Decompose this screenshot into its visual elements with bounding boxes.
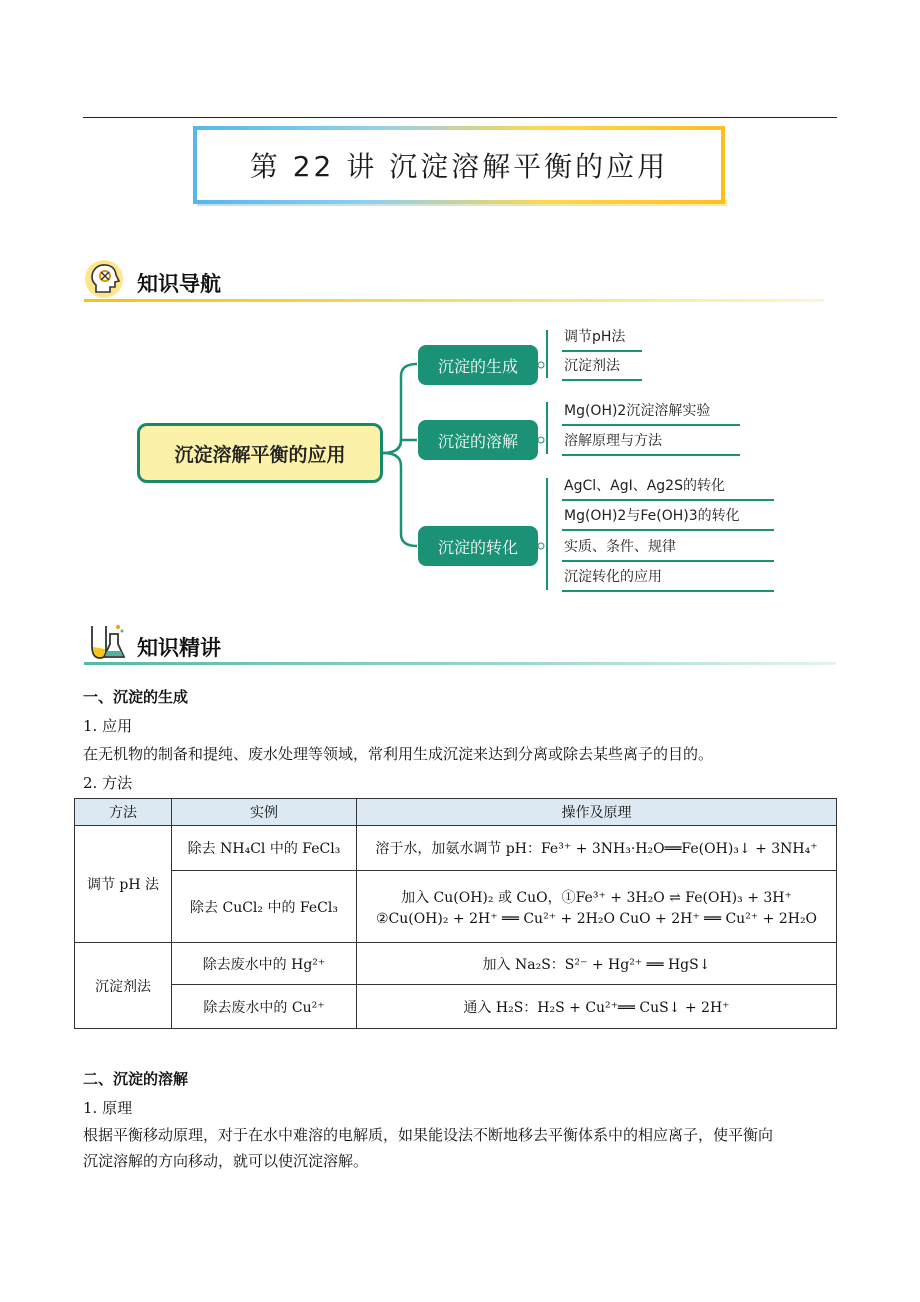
title-box [193,126,725,204]
table-row [75,985,837,1029]
page-title: 第 22 讲 沉淀溶解平衡的应用 [249,150,669,183]
table-cell-principle: 加入 Na₂S：S²⁻ + Hg²⁺ ══ HgS↓ [357,943,837,985]
part2-para1-line1: 根据平衡移动原理，对于在水中难溶的电解质，如果能设法不断地移去平衡体系中的相应离子，使平衡向 [83,1126,774,1144]
mindmap-leaf: AgCl、AgI、Ag2S的转化 [562,476,774,501]
table-row [75,943,837,985]
mindmap-leaf: Mg(OH)2与Fe(OH)3的转化 [562,506,774,531]
section-lecture-title: 知识精讲 [137,636,221,660]
flask-icon [84,620,126,662]
table-header: 方法 [75,799,172,826]
table-cell-principle [357,871,837,943]
mindmap-leaf: 实质、条件、规律 [562,537,774,562]
table-row [75,871,837,943]
mindmap-leaf: 沉淀转化的应用 [562,567,774,592]
part2-sub1: 1. 原理 [83,1099,133,1117]
mindmap-leaf: Mg(OH)2沉淀溶解实验 [562,401,740,426]
table-cell-method: 调节 pH 法 [75,826,172,943]
table-header: 实例 [172,799,357,826]
part1-sub1: 1. 应用 [83,717,133,735]
part1-heading: 一、沉淀的生成 [83,688,189,706]
table-cell-example: 除去废水中的 Cu²⁺ [172,985,357,1029]
mindmap-leaf: 溶解原理与方法 [562,431,740,456]
part2-heading: 二、沉淀的溶解 [83,1070,189,1088]
part2-para1-line2: 沉淀溶解的方向移动，就可以使沉淀溶解。 [83,1152,369,1170]
mindmap-bracket-3 [546,478,548,590]
section-nav-underline [84,299,824,302]
mindmap-root-label: 沉淀溶解平衡的应用 [174,443,346,466]
mindmap-leaf: 调节pH法 [562,327,642,352]
section-nav-title: 知识导航 [137,272,221,296]
mindmap-root [137,423,383,483]
table-header-row [75,799,837,826]
mindmap-branch-formation: 沉淀的生成 [418,345,538,385]
mindmap-branch-dissolution: 沉淀的溶解 [418,420,538,460]
table-cell-principle: 溶于水，加氨水调节 pH：Fe³⁺ + 3NH₃·H₂O══Fe(OH)₃↓ + 3NH₄⁺ [357,826,837,871]
mindmap-bracket-1 [546,330,548,378]
head-gear-icon [84,258,126,300]
principle-line: ②Cu(OH)₂ + 2H⁺ ══ Cu²⁺ + 2H₂O CuO + 2H⁺ ══ Cu²⁺ + 2H₂O [375,910,818,927]
table-cell-example: 除去废水中的 Hg²⁺ [172,943,357,985]
methods-table [74,798,837,1029]
table-cell-principle: 通入 H₂S：H₂S + Cu²⁺══ CuS↓ + 2H⁺ [357,985,837,1029]
table-cell-example: 除去 NH₄Cl 中的 FeCl₃ [172,826,357,871]
part1-para1: 在无机物的制备和提纯、废水处理等领域，常利用生成沉淀来达到分离或除去某些离子的目的。 [83,745,714,763]
principle-line: 加入 Cu(OH)₂ 或 CuO，①Fe³⁺ + 3H₂O ⇌ Fe(OH)₃ + 3H⁺ [401,889,792,906]
section-lecture-underline [84,662,836,665]
table-row [75,826,837,871]
table-cell-example: 除去 CuCl₂ 中的 FeCl₃ [172,871,357,943]
table-header: 操作及原理 [357,799,837,826]
mindmap-leaf: 沉淀剂法 [562,356,642,381]
table-cell-method: 沉淀剂法 [75,943,172,1029]
mindmap-branch-transformation: 沉淀的转化 [418,526,538,566]
top-rule [83,117,837,118]
mindmap-bracket-2 [546,402,548,454]
part1-sub2: 2. 方法 [83,774,133,792]
